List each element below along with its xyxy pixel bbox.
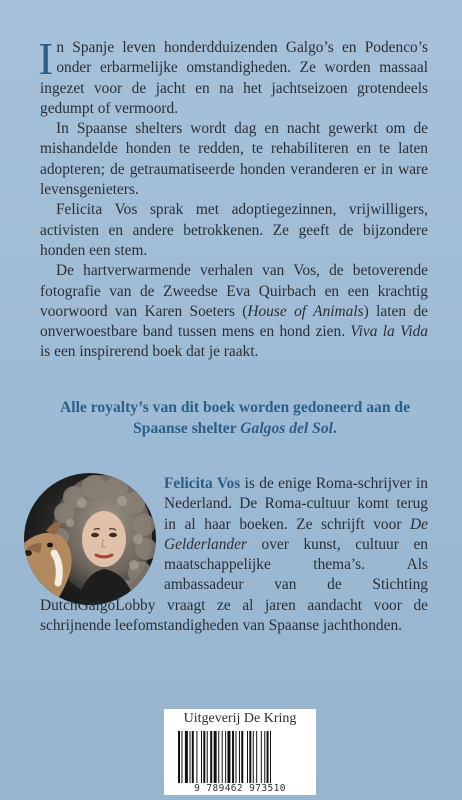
author-name: Felicita Vos <box>164 475 241 492</box>
royalty-text-b: . <box>332 420 337 437</box>
portrait-spacer <box>40 474 164 584</box>
drop-cap: I <box>38 33 54 84</box>
p4-part-c: is een inspirerend boek dat je raakt. <box>40 343 259 361</box>
p4-part-a: De hartverwarmende verhalen van Vos, de betoverende fotografie van de Zweedse Eva Quirbach en een krachtig voorwoord van Karen Soeters ( <box>40 262 428 320</box>
book-title-viva-la-vida: Viva la Vida <box>350 323 428 341</box>
royalty-notice <box>40 397 430 439</box>
barcode-panel <box>164 709 316 795</box>
blurb-text <box>38 33 428 363</box>
p4-part-b: ) laten de onverwoestbare band tussen mens en hond zien. <box>40 302 428 341</box>
barcode-icon <box>174 731 306 783</box>
royalty-text-a: Alle royalty’s van dit boek worden gedoneerd aan de Spaanse shelter <box>60 399 410 437</box>
isbn-number: 9 789462 973510 <box>194 783 286 794</box>
book-title-house-of-animals: House of Animals <box>247 302 364 320</box>
blurb-paragraph-3: Felicita Vos sprak met adoptiegezinnen, vrijwilligers, activisten en andere betrokkenen. Ze geeft de bijzondere honden een stem. <box>40 201 428 259</box>
author-bio-b: over kunst, cultuur en maatschappelijke thema’s. Als ambassadeur van de Stichting DutchGalgoLobby vraagt ze al jaren aandacht voor de schrijnende leefomstandigheden van Spaanse jachthonden. <box>40 535 428 635</box>
publisher-name: Uitgeverij De Kring <box>183 711 297 726</box>
author-bio <box>40 474 428 636</box>
newspaper-name: De Gelderlander <box>164 515 428 553</box>
blurb-paragraph-1 <box>38 33 428 119</box>
author-bio-a: is de enige Roma-schrijver in Nederland. De Roma-cultuur komt terug in al haar boeken. Ze schrijft voor <box>164 475 428 533</box>
blurb-paragraph-1-text: n Spanje leven honderdduizenden Galgo’s en Podenco’s onder erbarmelijke omstandigheden. Ze worden massaal ingezet voor de jacht en na het jachtseizoen grotendeels gedumpt of vermoord. <box>40 39 428 117</box>
shelter-name: Galgos del Sol <box>240 420 333 437</box>
blurb-paragraph-4 <box>40 261 428 362</box>
blurb-paragraph-2: In Spaanse shelters wordt dag en nacht gewerkt om de mishandelde honden te redden, te rehabiliteren en te laten adopteren; de getraumatiseerde honden veranderen er in ware levensgenieters. <box>40 120 428 199</box>
